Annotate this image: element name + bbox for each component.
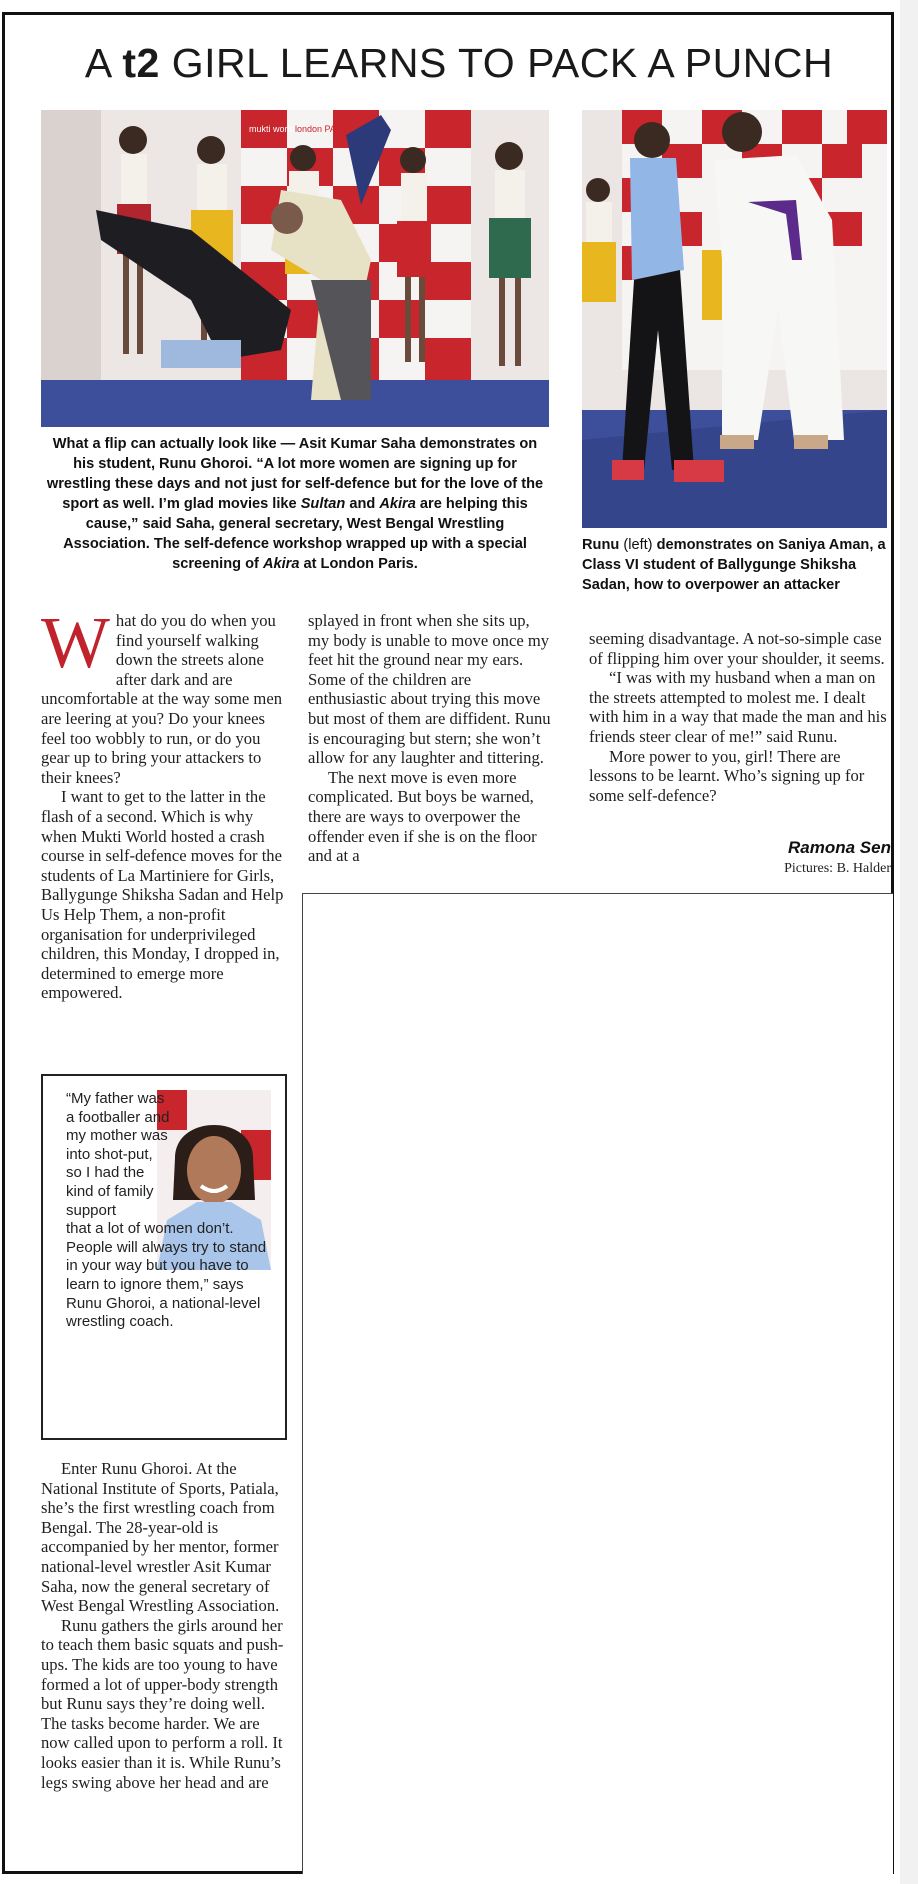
caption-main xyxy=(41,434,549,574)
article-paragraph xyxy=(41,602,285,787)
headline xyxy=(0,40,918,87)
article-paragraph: “I was with my husband when a man on the streets attempted to molest me. I dealt with him in a way that made the man and his friends steer clear of me!” said Runu. xyxy=(589,668,887,746)
article-col-2 xyxy=(308,611,552,866)
headline-post: GIRL LEARNS TO PACK A PUNCH xyxy=(159,40,834,86)
page-edge xyxy=(900,0,918,1884)
article-paragraph: The next move is even more complicated. But boys be warned, there are ways to overpower the offender even if she is on the floor and at a xyxy=(308,767,537,866)
svg-text:london PARIS: london PARIS xyxy=(295,124,351,134)
photo-right xyxy=(582,110,887,528)
article-text: hat do you do when you find yourself walking down the streets alone after dark and are uncomfortable at the way some men are leering at you? Do your knees feel too wobbly to run, or do you gear up to bring your attackers to their knees? xyxy=(41,611,282,787)
article-paragraph: Enter Runu Ghoroi. At the National Institute of Sports, Patiala, she’s the first wrestling coach from Bengal. The 28-year-old is accompanied by her mentor, former national-level wrestler Asit Kumar Saha, now the general secretary of West Bengal Wrestling Association. xyxy=(41,1459,280,1616)
article-paragraph: Runu gathers the girls around her to teach them basic squats and push-ups. The kids are too young to have formed a lot of upper-body strength but Runu says they’re doing well. The tasks become harder. We are now called upon to perform a roll. It looks easier than it is. While Runu’s legs swing above her head and are xyxy=(41,1615,284,1792)
caption-main-text-3: are helping this cause,” said Saha, general secretary, West Bengal Wrestling Association. The self-defence workshop wrapped up with a special screening of xyxy=(63,496,528,572)
article-paragraph: splayed in front when she sits up, my body is unable to move once my feet hit the ground near my ears. Some of the children are enthusiastic about trying this move but most of them are diffident. Runu is encouraging but stern; she won’t allow for any laughter and tittering. xyxy=(308,611,551,768)
article-paragraph: More power to you, girl! There are lessons to be learnt. Who’s signing up for some self-defence? xyxy=(589,746,865,805)
article-col-3 xyxy=(589,629,889,805)
caption-main-text-1: What a flip can actually look like — Asit Kumar Saha demonstrates on his student, Runu Ghoroi. “A lot more women are signing up for wrestling these days and not just for self-defence but for the love of the sport as well. I’m glad movies like xyxy=(46,436,544,512)
svg-text:mukti world: mukti world xyxy=(249,124,295,134)
drop-cap: W xyxy=(41,602,110,683)
article-col-1 xyxy=(41,602,285,1003)
pull-quote-rest: that a lot of women don’t. People will always try to stand in your way but you have to learn to ignore them,” says Runu Ghoroi, a national-level wrestling coach. xyxy=(66,1220,267,1331)
caption-right-paren: (left) xyxy=(619,537,653,553)
pull-quote-box xyxy=(41,1074,287,1440)
byline: Ramona Sen xyxy=(788,838,891,857)
photo-main-illustration xyxy=(41,110,549,427)
pull-quote xyxy=(66,1090,281,1332)
photo-right-illustration xyxy=(582,110,887,528)
caption-movie-akira-2: Akira xyxy=(262,556,300,572)
article-col-1-continued xyxy=(41,1459,285,1792)
photo-credit: Pictures: B. Halder xyxy=(784,861,891,876)
caption-right xyxy=(582,535,887,595)
caption-movie-sultan: Sultan xyxy=(300,496,346,512)
photo-main xyxy=(41,110,549,427)
headline-pre: A xyxy=(84,40,123,86)
caption-main-text-2: and xyxy=(345,496,380,512)
article-paragraph: I want to get to the latter in the flash of a second. Which is why when Mukti World hosted a crash course in self-defence moves for the students of La Martiniere for Girls, Ballygunge Shiksha Sadan and Help Us Help Them, a non-profit organisation for underprivileged children, this Monday, I dropped in, determined to emerge more empowered. xyxy=(41,787,284,1003)
wrestling-mat xyxy=(41,380,549,427)
caption-main-text-4: at London Paris. xyxy=(299,556,418,572)
caption-right-rest: demonstrates on Saniya Aman, a Class VI student of Ballygunge Shiksha Sadan, how to overpower an attacker xyxy=(582,537,886,593)
caption-right-name: Runu xyxy=(582,537,620,553)
article-paragraph: seeming disadvantage. A not-so-simple case of flipping him over your shoulder, it seems. xyxy=(589,629,885,668)
caption-movie-akira: Akira xyxy=(379,496,416,512)
headline-brand: t2 xyxy=(122,40,160,86)
blank-area xyxy=(302,893,893,1874)
pull-quote-intro: “My father was a footballer and my mother was into shot-put, so I had the kind of family support xyxy=(66,1090,170,1219)
